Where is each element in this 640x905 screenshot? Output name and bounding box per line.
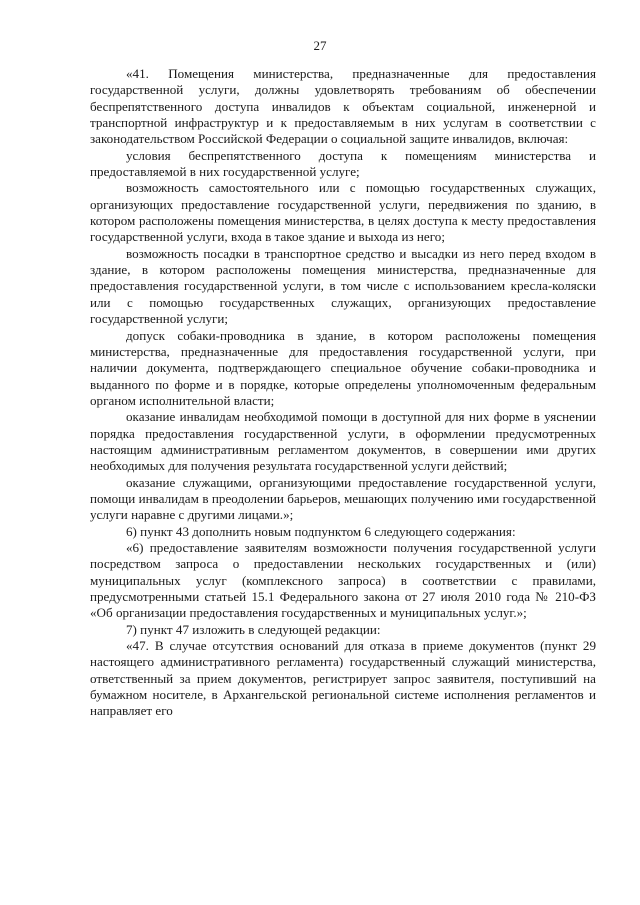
document-body [90,66,596,720]
paragraph-41-intro: «41. Помещения министерства, предназначенные для предоставления государственной услуги, должны удовлетворять требованиям об обеспечении беспрепятственного доступа инвалидов к объектам социальной, инженерной и транспортной инфраструктур и к предоставляемым в них услугам в соответствии с законодательством Российской Федерации о социальной защите инвалидов, включая: [90,66,596,147]
page-number: 27 [313,38,327,53]
paragraph-barriers: оказание служащими, организующими предоставление государственной услуги, помощи инвалидам в преодолении барьеров, мешающих получению ими государственной услуги наравне с другими лицами.»; [90,474,596,523]
paragraph-item-6: 6) пункт 43 дополнить новым подпунктом 6 следующего содержания: [126,523,516,539]
paragraph-guide-dog: допуск собаки-проводника в здание, в котором расположены помещения министерства, предназначенные для предоставления государственной услуги, при наличии документа, подтверждающего специальное обучение собаки-проводника и выданного по форме и в порядке, которые определены уполномоченным федеральным органом исполнительной власти; [90,327,596,408]
paragraph-item-7: 7) пункт 47 изложить в следующей редакции: [126,621,381,637]
paragraph-complex-request: «6) предоставление заявителям возможности получения государственной услуги посредством запроса о предоставлении нескольких государственных и (или) муниципальных услуг (комплексного запроса) в соответствии с правилами, предусмотренными статьей 15.1 Федерального закона от 27 июля 2010 года № 210-ФЗ «Об организации предоставления государственных и муниципальных услуг.»; [90,539,596,621]
paragraph-vehicle-boarding: возможность посадки в транспортное средство и высадки из него перед входом в здание, в котором расположены помещения министерства, предназначенные для предоставления государственной услуги, в том числе с использованием кресла-коляски или с помощью государственных служащих, организующих предоставление государственной услуги; [90,245,596,327]
paragraph-condition-access: условия беспрепятственного доступа к помещениям министерства и предоставляемой в них государственной услуге; [90,147,596,180]
paragraph-movement: возможность самостоятельного или с помощью государственных служащих, организующих предоставление государственной услуги, передвижения по зданию, в котором расположены помещения министерства, в целях доступа к месту предоставления государственной услуги, входа в такое здание и выхода из него; [90,180,596,245]
paragraph-47: «47. В случае отсутствия оснований для отказа в приеме документов (пункт 29 настоящего административного регламента) государственный служащий министерства, ответственный за прием документов, регистрирует запрос заявителя, поступивший на бумажном носителе, в Архангельской региональной системе исполнения регламентов и направляет его [90,638,596,719]
paragraph-assistance: оказание инвалидам необходимой помощи в доступной для них форме в уяснении порядка предоставления государственной услуги, в оформлении предусмотренных настоящим административным регламентом документов, в совершении ими других необходимых для получения результата государственной услуги действий; [90,409,596,474]
